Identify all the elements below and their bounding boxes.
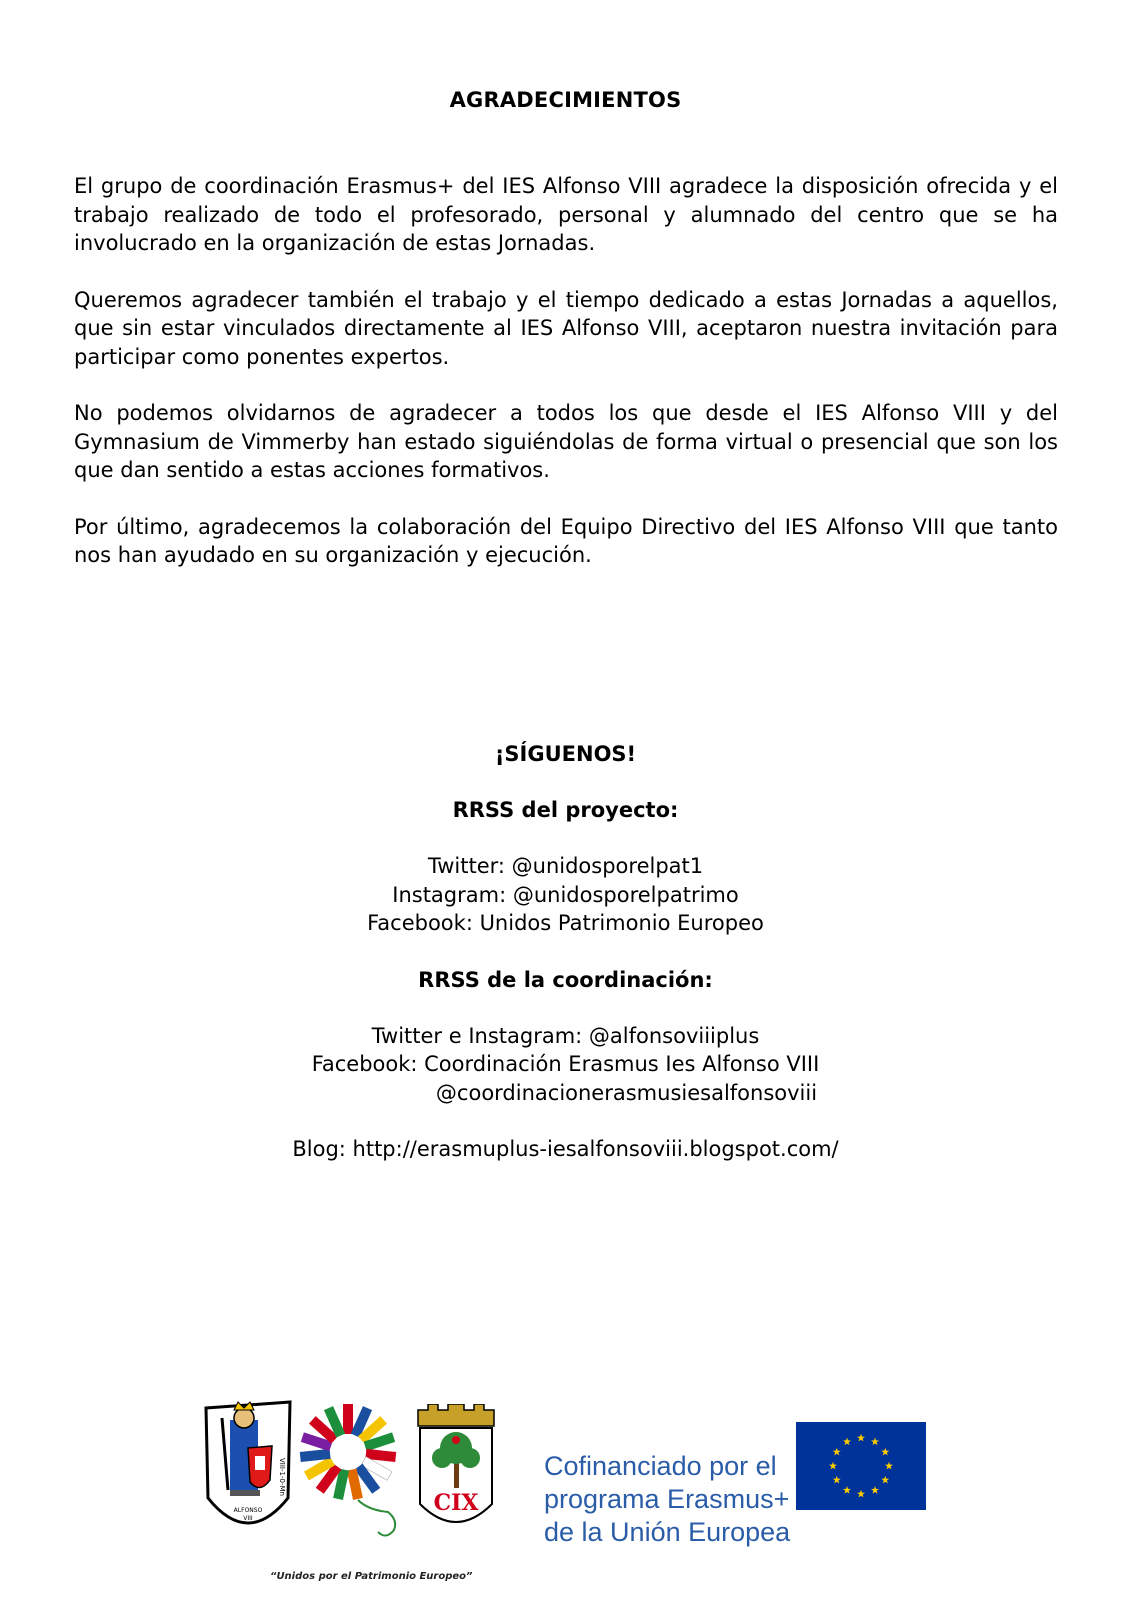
footer-logos (0, 1420, 1131, 1600)
cofinanced-text (544, 1450, 790, 1549)
cofinanced-line-1: Cofinanciado por el (544, 1451, 777, 1481)
coordination-social-heading: RRSS de la coordinación: (418, 967, 713, 992)
follow-us-section (0, 740, 1131, 1164)
acknowledgements-body (74, 172, 1058, 598)
project-twitter[interactable]: Twitter: @unidosporelpat1 (427, 854, 704, 878)
vimmerby-coat-of-arms-logo (414, 1404, 498, 1542)
project-social-heading: RRSS del proyecto: (452, 798, 679, 822)
page-title: AGRADECIMIENTOS (449, 88, 682, 112)
project-facebook[interactable]: Facebook: Unidos Patrimonio Europeo (367, 911, 764, 935)
project-caption: “Unidos por el Patrimonio Europeo” (270, 1571, 473, 1582)
paragraph-attendees: No podemos olvidarnos de agradecer a todos los que desde el IES Alfonso VIII y del Gymnasium de Vimmerby han estado siguiéndolas de forma virtual o presencial que son los que dan sentido a estas acciones formativos. (74, 401, 1058, 482)
svg-text:ALFONSO: ALFONSO (233, 1507, 263, 1514)
coordination-facebook[interactable]: Facebook: Coordinación Erasmus Ies Alfonso VIII (311, 1052, 820, 1076)
eu-flag-logo (796, 1422, 926, 1510)
svg-text:VIII-1-0-Mn: VIII-1-0-Mn (278, 1458, 286, 1496)
svg-text:VIII: VIII (243, 1515, 253, 1522)
follow-heading: ¡SÍGUENOS! (494, 742, 637, 766)
blog-link[interactable]: Blog: http://erasmuplus-iesalfonsoviii.blogspot.com/ (292, 1137, 839, 1161)
paragraph-management: Por último, agradecemos la colaboración del Equipo Directivo del IES Alfonso VIII que tanto nos han ayudado en su organización y ejecución. (74, 514, 1058, 567)
paragraph-coordination: El grupo de coordinación Erasmus+ del IES Alfonso VIII agradece la disposición ofrecida y el trabajo realizado de todo el profesorado, personal y alumnado del centro que se ha involucrado en la organización de estas Jornadas. (74, 174, 1058, 255)
school-crest-logo (200, 1398, 296, 1548)
paragraph-speakers: Queremos agradecer también el trabajo y el tiempo dedicado a estas Jornadas a aquellos, que sin estar vinculados directamente al IES Alfonso VIII, aceptaron nuestra invitación para participar como ponentes expertos. (74, 287, 1058, 369)
coordination-twitter-instagram[interactable]: Twitter e Instagram: @alfonsoviiiplus (371, 1023, 760, 1048)
cofinanced-line-3: de la Unión Europea (544, 1517, 791, 1547)
cofinanced-line-2: programa Erasmus+ (544, 1484, 790, 1514)
project-instagram[interactable]: Instagram: @unidosporelpatrimo (392, 882, 739, 907)
svg-text:CIX: CIX (433, 1490, 479, 1516)
flag-flower-logo (298, 1400, 398, 1550)
coordination-facebook-handle[interactable]: @coordinacionerasmusiesalfonsoviii (435, 1080, 818, 1105)
